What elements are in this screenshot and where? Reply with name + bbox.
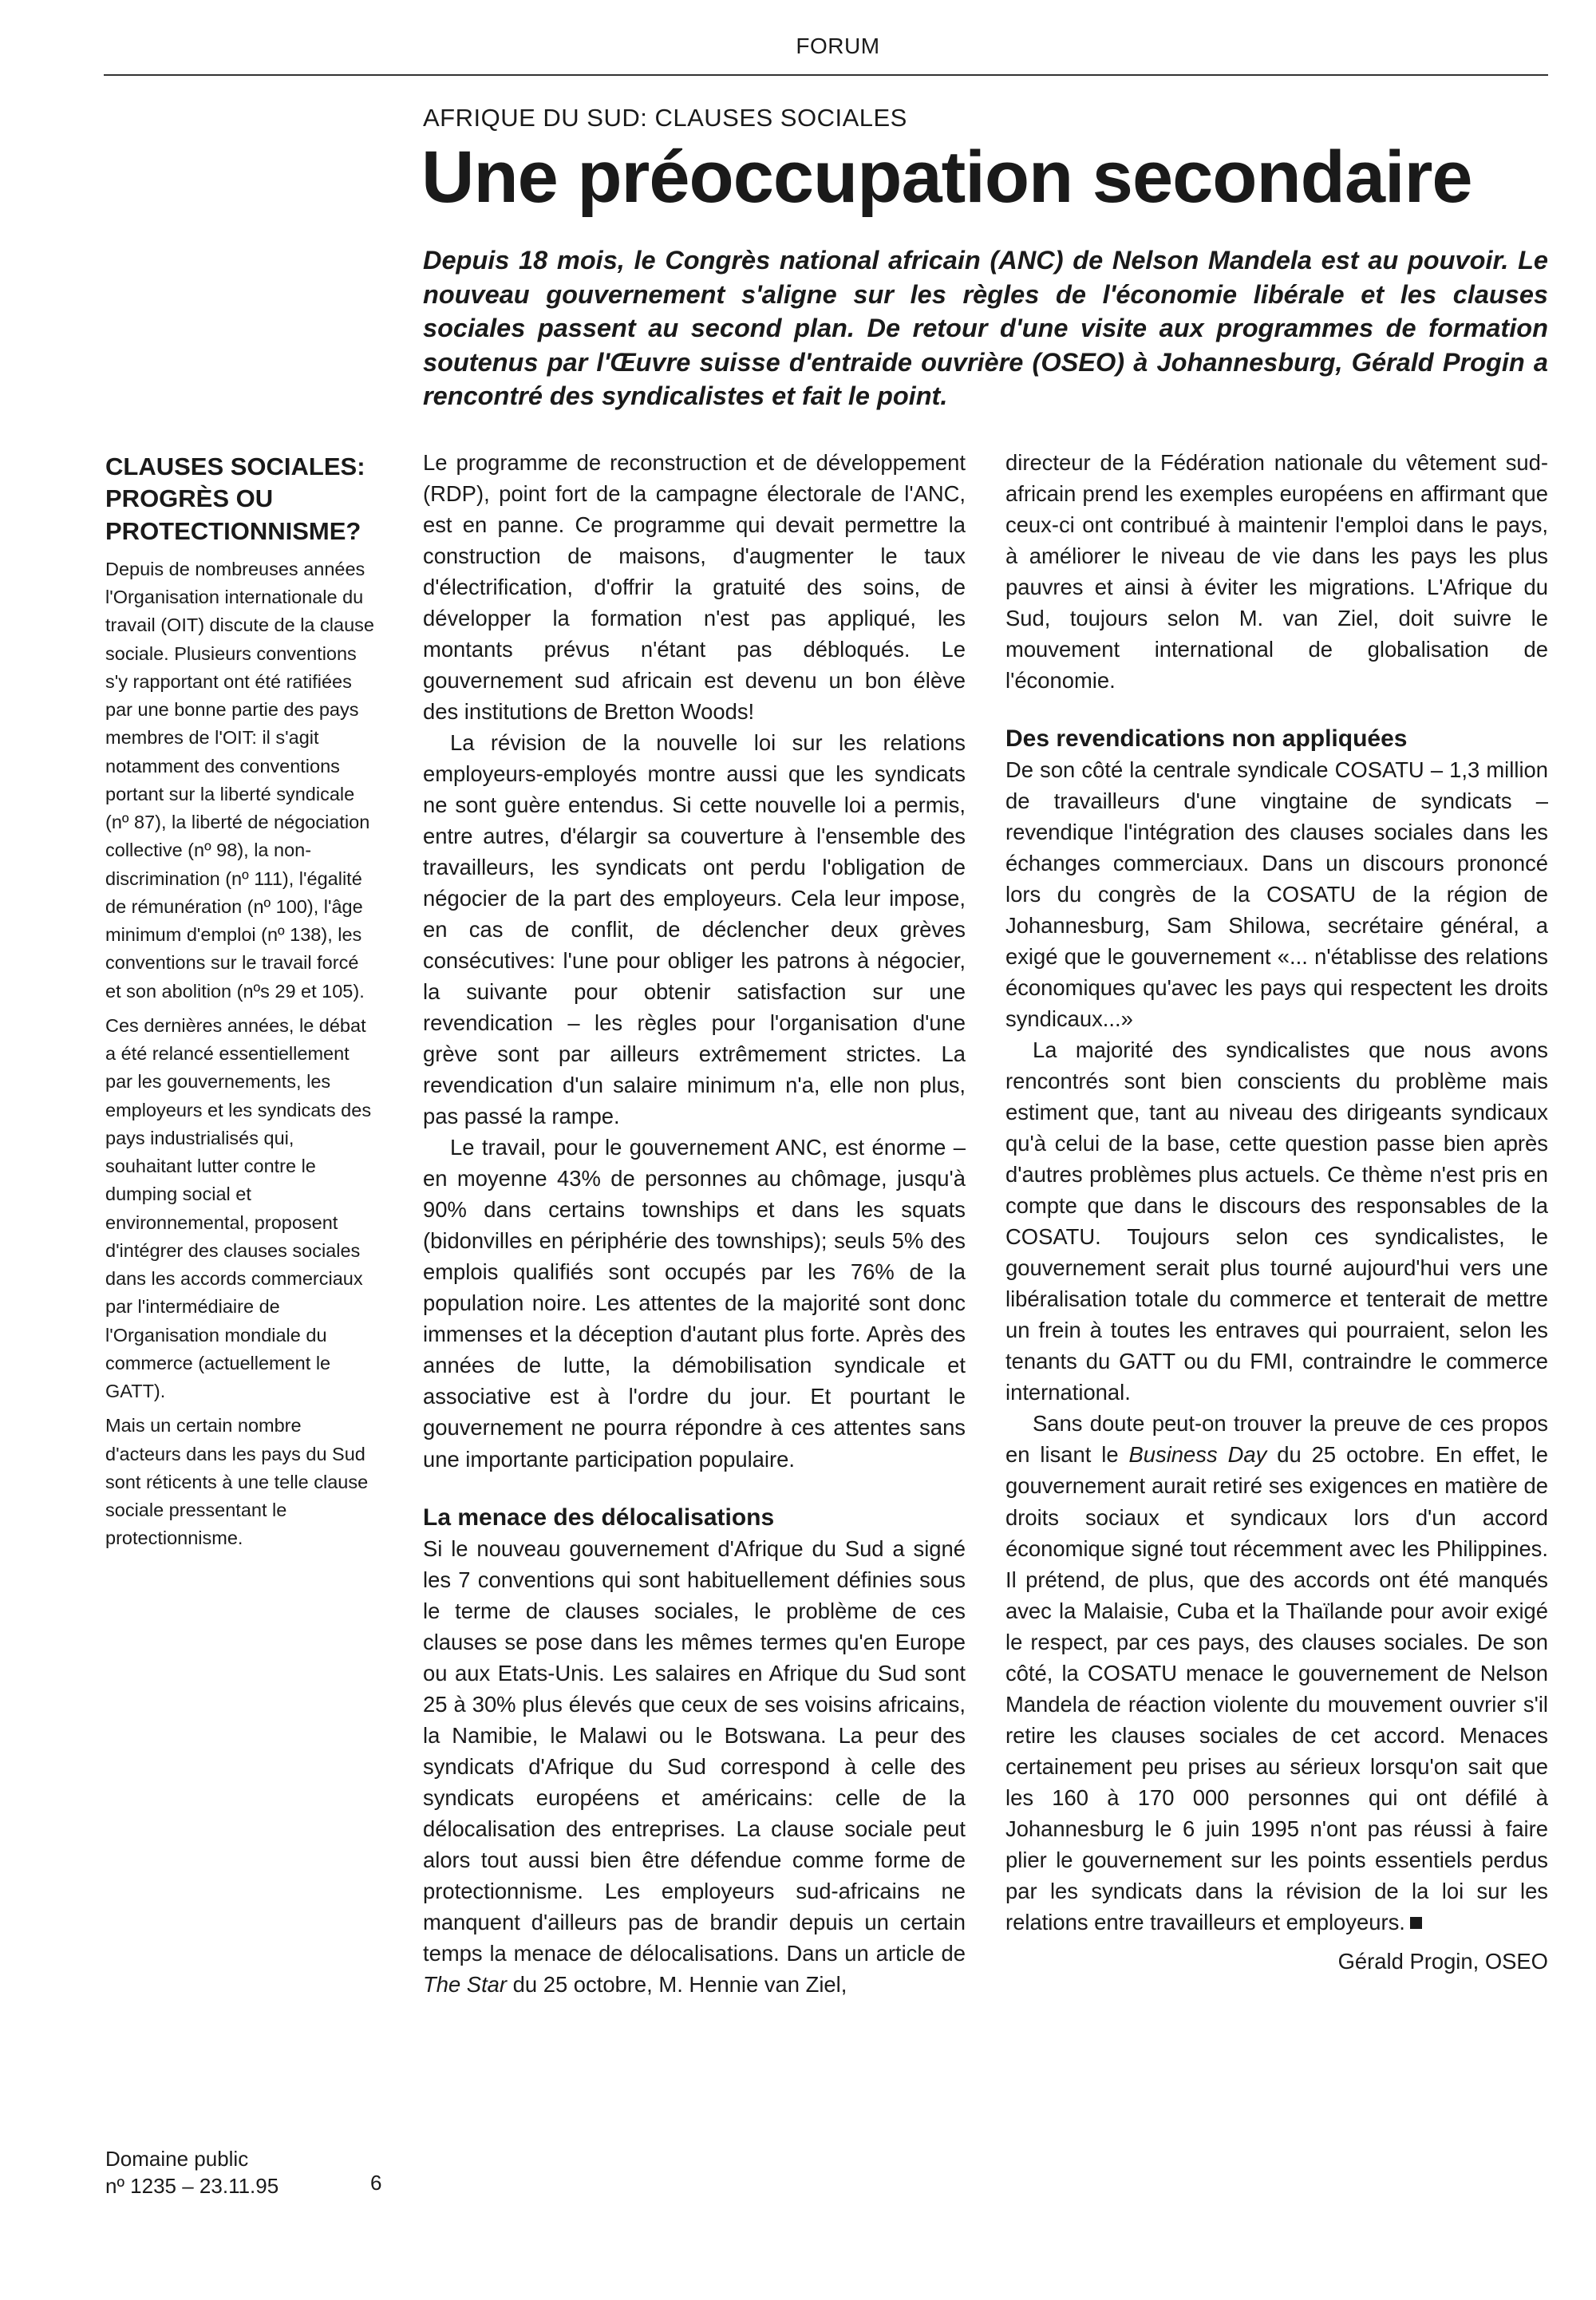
sidebar-box xyxy=(105,451,378,1559)
article-lead: Depuis 18 mois, le Congrès national africain (ANC) de Nelson Mandela est au pouvoir. Le nouveau gouvernement s'aligne sur les règles de l'économie libérale et les clauses sociales passent au second plan. De retour d'une visite aux programmes de formation soutenus par l'Œuvre suisse d'entraide ouvrière (OSEO) à Johannesburg, Gérald Progin a rencontré des syndicalistes et fait le point. xyxy=(423,246,1548,411)
body-paragraph: Le travail, pour le gouvernement ANC, est énorme – en moyenne 43% de personnes au chômage, jusqu'à 90% dans certains townships et dans les squats (bidonvilles en périphérie des townships); seuls 5% des emplois qualifiés sont occupés par les 76% de la population noire. Les attentes de la majorité sont donc immenses et la déception d'autant plus forte. Après des années de lutte, la démobilisation syndicale et associative est à l'ordre du jour. Et pourtant le gouvernement ne pourra répondre à ces attentes sans une importante participation populaire. xyxy=(423,1135,966,1472)
issue-number: nº 1235 – 23.11.95 xyxy=(105,2174,279,2199)
page-number: 6 xyxy=(370,2171,382,2195)
article-title: Une préoccupation secondaire xyxy=(421,136,1472,218)
body-paragraph: directeur de la Fédération nationale du vêtement sud-africain prend les exemples européens en affirmant que ceux-ci ont contribué à maintenir l'emploi dans le pays, à améliorer le niveau de vie dans les pays les plus pauvres et ainsi à éviter les migrations. L'Afrique du Sud, toujours selon M. van Ziel, doit suivre le mouvement international de globalisation de l'économie. xyxy=(1005,450,1548,694)
sidebar-paragraph: Depuis de nombreuses années l'Organisation internationale du travail (OIT) discute de la clause sociale. Plusieurs conventions s'y rapportant ont été ratifiées par une bonne partie des pays membres de l'OIT: il s'agit notamment des conventions portant sur la liberté syndicale (nº 87), la liberté de négociation collective (nº 98), la non-discrimination (nº 111), l'égalité de rémunération (nº 100), l'âge minimum d'emploi (nº 138), les conventions sur le travail forcé et son abolition (nºs 29 et 105). xyxy=(105,558,374,1002)
body-text: du 25 octobre, M. Hennie van Ziel, xyxy=(507,1971,847,1997)
end-mark xyxy=(1410,1917,1422,1929)
article-column-1 xyxy=(423,447,966,2000)
source-title: Business Day xyxy=(1128,1442,1267,1468)
sidebar-title: CLAUSES SOCIALES: PROGRÈS OU PROTECTIONNISME? xyxy=(105,452,365,545)
sidebar-paragraph: Mais un certain nombre d'acteurs dans les pays du Sud sont réticents à une telle clause sociale pressentant le protectionnisme. xyxy=(105,1415,369,1549)
body-text: du 25 octobre. En effet, le gouvernement aurait retiré ses exigences en matière de droits sociaux et syndicaux lors d'un accord économique signé tout récemment avec les Philippines. Il prétend, de plus, que des accords ont été manqués avec la Malaisie, Cuba et la Thaïlande pour avoir exigé le respect, par ces pays, des clauses sociales. De son côté, la COSATU menace le gouvernement de Nelson Mandela de réaction violente du mouvement ouvrier s'il retire les clauses sociales de cet accord. Menaces certainement peu prises au sérieux lorsqu'on sait que les 160 à 170 000 personnes qui ont défilé à Johannesburg le 6 juin 1995 n'ont pas réussi à faire plier le gouvernement sur les points essentiels perdus par les syndicats dans la révision de la loi sur les relations entre travailleurs et employeurs. xyxy=(1005,1442,1548,1934)
article-kicker: AFRIQUE DU SUD: CLAUSES SOCIALES xyxy=(423,104,907,132)
header-rule xyxy=(104,74,1548,76)
author-signature: Gérald Progin, OSEO xyxy=(1337,1948,1548,1974)
body-paragraph: La majorité des syndicalistes que nous avons rencontrés sont bien conscients du problème mais estiment que, tant au niveau des dirigeants syndicaux qu'à celui de la base, cette question passe bien après d'autres problèmes plus actuels. Ce thème n'est pris en compte que dans le discours des responsables de la COSATU. Toujours selon ces syndicalistes, le gouvernement serait plus tourné aujourd'hui vers une libéralisation totale du commerce et tenterait de mettre un frein à toutes les entraves qui pourraient, selon les tenants du GATT ou du FMI, contraindre le commerce international. xyxy=(1005,1037,1548,1405)
body-paragraph: La révision de la nouvelle loi sur les relations employeurs-employés montre aussi que les syndicats ne sont guère entendus. Si cette nouvelle loi a permis, entre autres, d'élargir sa couverture à l'ensemble des travailleurs, les syndicats ont perdu l'obligation de négocier de la part des employeurs. Cela leur impose, en cas de conflit, de déclencher deux grèves consécutives: l'une pour obliger les patrons à négocier, la suivante pour obtenir satisfaction sur une revendication – les règles pour l'organisation d'une grève sont par ailleurs extrêmement strictes. La revendication d'un salaire minimum n'a, elle non plus, pas passé la rampe. xyxy=(423,730,966,1129)
body-paragraph xyxy=(423,1533,966,2000)
body-text: Si le nouveau gouvernement d'Afrique du Sud a signé les 7 conventions qui sont habituellement définies sous le terme de clauses sociales, le problème de ces clauses se pose dans les mêmes termes qu'en Europe ou aux Etats-Unis. Les salaires en Afrique du Sud sont 25 à 30% plus élevés que ceux de ses voisins africains, la Namibie, le Malawi ou le Botswana. La peur des syndicats d'Afrique du Sud correspond à celle des syndicats européens et américains: celle de la délocalisation des entreprises. La clause sociale peut alors tout aussi bien être défendue comme forme de protectionnisme. Les employeurs sud-africains ne manquent d'ailleurs pas de brandir depuis un certain temps la menace de délocalisations. Dans un article de xyxy=(423,1535,966,1966)
body-paragraph: De son côté la centrale syndicale COSATU – 1,3 million de travailleurs d'une vingtaine de syndicats – revendique l'intégration des clauses sociales dans les échanges commerciaux. Dans un discours prononcé lors du congrès de la COSATU de la région de Johannesburg, Sam Shilowa, secrétaire général, a exigé que le gouvernement «... n'établisse des relations économiques qu'avec les pays qui respectent les droits syndicaux...» xyxy=(1005,757,1548,1032)
body-paragraph xyxy=(1005,1408,1548,1937)
sidebar-paragraph: Ces dernières années, le débat a été relancé essentiellement par les gouvernements, les employeurs et les syndicats des pays industrialisés qui, souhaitant lutter contre le dumping social et environnemental, proposent d'intégrer des clauses sociales dans les accords commerciaux par l'intermédiaire de l'Organisation mondiale du commerce (actuellement le GATT). xyxy=(105,1014,372,1402)
article-column-2 xyxy=(1005,447,1548,1977)
footer-info xyxy=(105,2145,393,2200)
body-text: Sans doute peut-on trouver la preuve de ces propos en lisant le xyxy=(1005,1411,1548,1468)
subheading: La menace des délocalisations xyxy=(423,1504,775,1531)
source-title: The Star xyxy=(423,1971,508,1997)
section-label: FORUM xyxy=(796,34,880,58)
subheading: Des revendications non appliquées xyxy=(1005,725,1408,753)
body-paragraph: Le programme de reconstruction et de développement (RDP), point fort de la campagne électorale de l'ANC, est en panne. Ce programme qui devait permettre la construction de maisons, d'augmenter le taux d'électrification, d'offrir la gratuité des soins, de développer la formation n'est pas appliqué, les montants prévus n'étant pas débloqués. Le gouvernement sud africain est devenu un bon élève des institutions de Bretton Woods! xyxy=(423,450,966,725)
publication-name: Domaine public xyxy=(105,2147,249,2171)
